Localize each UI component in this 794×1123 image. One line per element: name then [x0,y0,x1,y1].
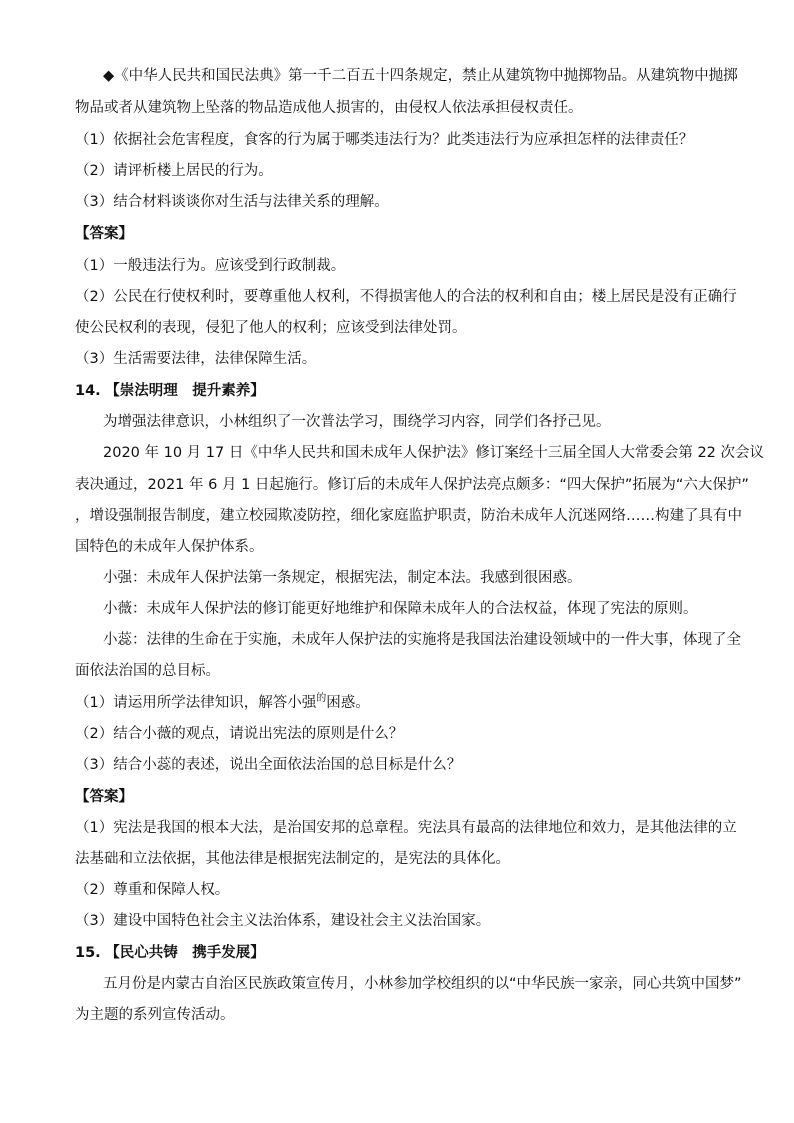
question-14-2: （2）结合小薇的观点，请说出宪法的原则是什么？ [75,726,404,742]
question-14-1 [75,693,725,715]
material-line1: 2020 年 10 月 17 日《中华人民共和国未成年人保护法》修订案经十三届全国人大常委会第 22 次会议 [103,445,765,461]
question-14-1-de: 的 [316,693,327,704]
answer-13-3: （3）生活需要法律，法律保障生活。 [75,351,317,367]
answer-label-14: 【答案】 [75,789,133,805]
answer-14-3: （3）建设中国特色社会主义法治体系，建设社会主义法治国家。 [75,913,491,929]
question-14-3: （3）结合小蕊的表述，说出全面依法治国的总目标是什么？ [75,757,462,773]
question-13-1: （1）依据社会危害程度，食客的行为属于哪类违法行为？此类违法行为应承担怎样的法律责任？ [75,132,694,148]
question-15-header [75,943,725,963]
question-number: 15. [75,945,101,961]
xiaowei-statement: 小薇：未成年人保护法的修订能更好地维护和保障未成年人的合法权益，体现了宪法的原则。 [103,601,698,617]
question-heading: 【崇法明理 提升素养】 [105,383,265,399]
question-14-1-post: 困惑。 [326,695,370,711]
civil-code-rule-line2: 物品或者从建筑物上坠落的物品造成他人损害的，由侵权人依法承担侵权责任。 [75,100,583,116]
civil-code-rule-line1: ◆《中华人民共和国民法典》第一千二百五十四条规定，禁止从建筑物中抛掷物品。从建筑物中抛掷 [103,68,738,84]
xiaorui-statement-line2: 面依法治国的总目标。 [75,663,220,679]
question-14-header [75,381,725,401]
material-line3: ，增设强制报告制度，建立校园欺凌防控，细化家庭监护职责，防治未成年人沉迷网络……构建了具有中 [75,508,742,524]
answer-13-2-line1: （2）公民在行使权利时，要尊重他人权利，不得损害他人的合法的权利和自由；楼上居民是没有正确行 [75,289,737,305]
answer-14-1-line2: 法基础和立法依据，其他法律是根据宪法制定的，是宪法的具体化。 [75,851,510,867]
xiaorui-statement-line1: 小蕊：法律的生命在于实施，未成年人保护法的实施将是我国法治建设领域中的一件大事，体现了全 [103,632,741,648]
question-13-2: （2）请评析楼上居民的行为。 [75,163,273,179]
xiaoqiang-statement: 小强：未成年人保护法第一条规定，根据宪法，制定本法。我感到很困惑。 [103,570,582,586]
question-heading: 【民心共铸 携手发展】 [105,945,265,961]
section15-paragraph-line1: 五月份是内蒙古自治区民族政策宣传月，小林参加学校组织的以“中华民族一家亲，同心共筑中国梦” [103,976,742,992]
material-line2: 表决通过，2021 年 6 月 1 日起施行。修订后的未成年人保护法亮点颇多：“四大保护”拓展为“六大保护” [75,477,749,493]
answer-13-1: （1）一般违法行为。应该受到行政制裁。 [75,258,346,274]
question-13-3: （3）结合材料谈谈你对生活与法律关系的理解。 [75,194,389,210]
answer-13-2-line2: 使公民权利的表现，侵犯了他人的权利；应该受到法律处罚。 [75,320,467,336]
answer-14-2: （2）尊重和保障人权。 [75,882,230,898]
answer-label-13: 【答案】 [75,226,133,242]
material-line4: 国特色的未成年人保护体系。 [75,539,264,555]
question-14-1-pre: （1）请运用所学法律知识，解答小强 [75,695,317,711]
question-number: 14. [75,383,101,399]
section15-paragraph-line2: 为主题的系列宣传活动。 [75,1007,235,1023]
intro-paragraph: 为增强法律意识，小林组织了一次普法学习，围绕学习内容，同学们各抒己见。 [103,414,611,430]
answer-14-1-line1: （1）宪法是我国的根本大法，是治国安邦的总章程。宪法具有最高的法律地位和效力，是其他法律的立 [75,820,737,836]
